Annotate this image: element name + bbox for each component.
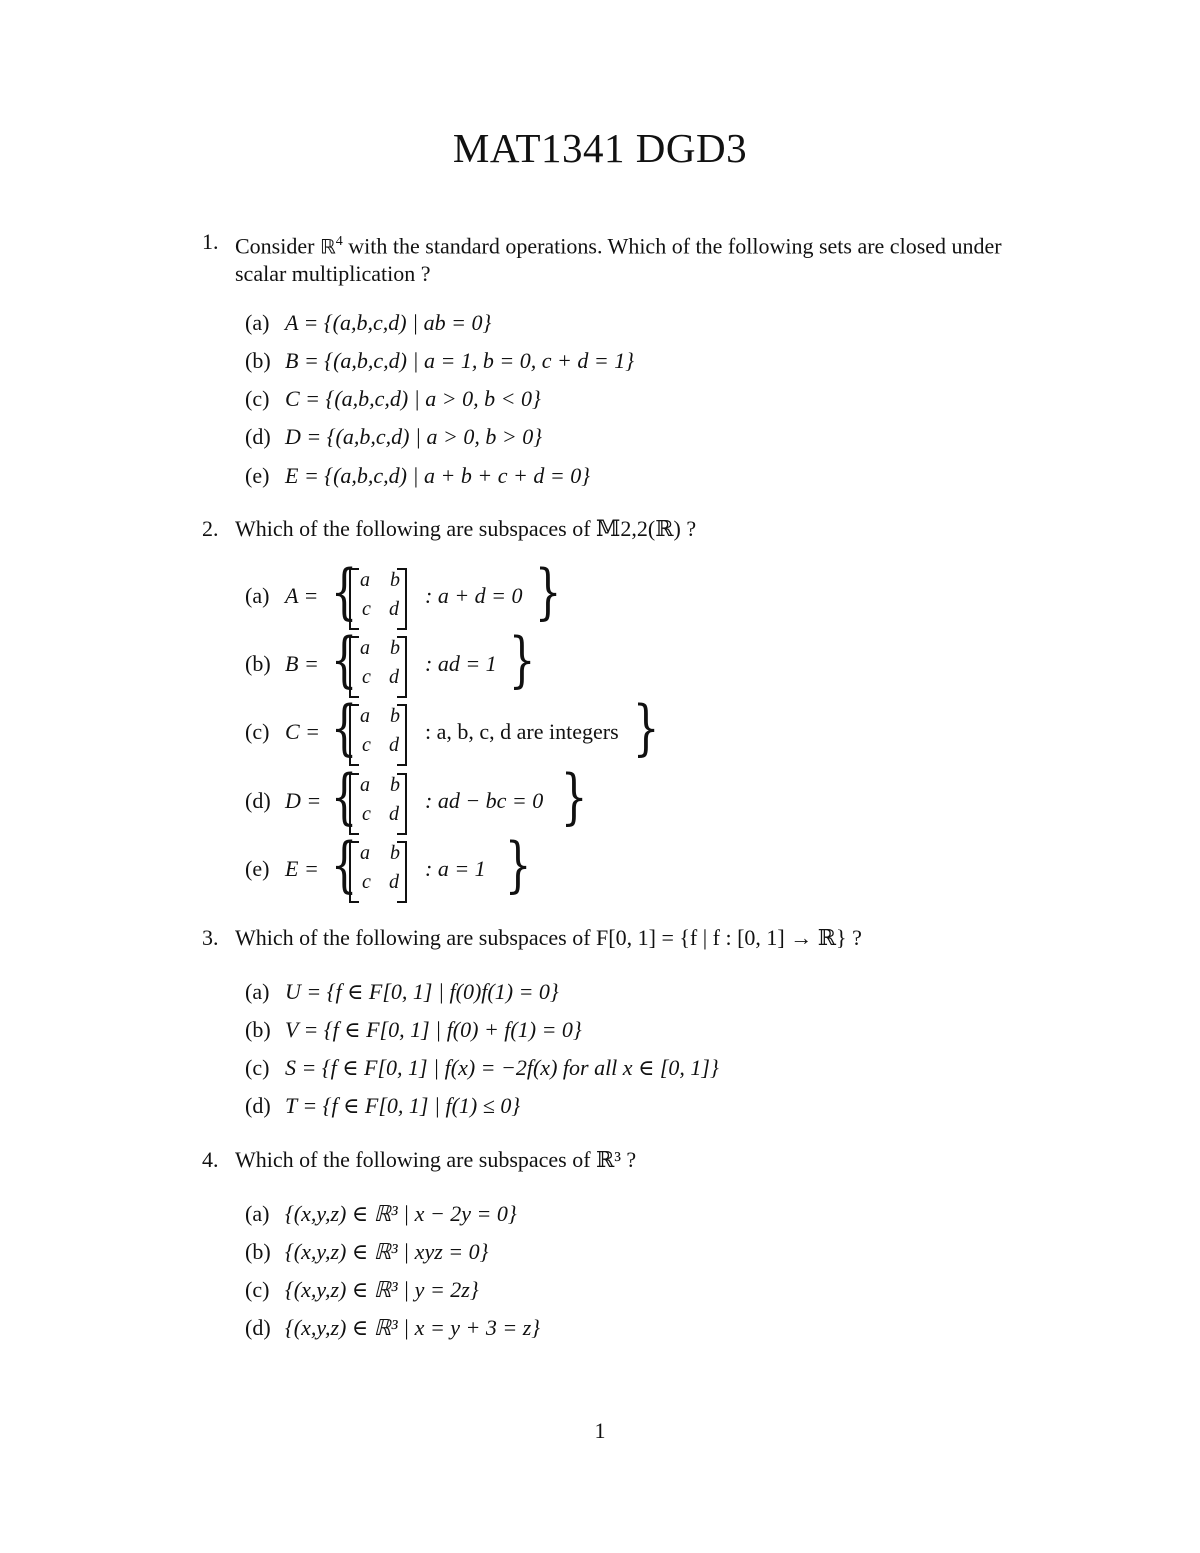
left-bracket — [349, 704, 359, 766]
option-3a: (a) U = {f ∈ F[0, 1] | f(0)f(1) = 0} — [245, 979, 559, 1004]
option-1b: (b) B = {(a,b,c,d) | a = 1, b = 0, c + d = 1} — [245, 348, 634, 373]
question-text: Which of the following are subspaces of ℝ³ ? — [235, 1147, 637, 1172]
option-1d: (d) D = {(a,b,c,d) | a > 0, b > 0} — [245, 424, 542, 449]
left-bracket — [349, 841, 359, 903]
option-4d: (d) {(x,y,z) ∈ ℝ³ | x = y + 3 = z} — [245, 1315, 541, 1340]
option-2c: (c) C = { a b c d : a, b, c, d are integers } — [245, 702, 665, 766]
option-1e: (e) E = {(a,b,c,d) | a + b + c + d = 0} — [245, 463, 590, 488]
question-text: Which of the following are subspaces of 𝕄2,2(ℝ) ? — [235, 516, 697, 541]
option-4c: (c) {(x,y,z) ∈ ℝ³ | y = 2z} — [245, 1277, 479, 1302]
option-2e: (e) E = { a b c d : a = 1 } — [245, 839, 545, 903]
option-3d: (d) T = {f ∈ F[0, 1] | f(1) ≤ 0} — [245, 1093, 521, 1118]
page-title: MAT1341 DGD3 — [452, 125, 748, 171]
option-2a: (a) A = { a b c d : a + d = 0 } — [245, 566, 565, 630]
option-4a: (a) {(x,y,z) ∈ ℝ³ | x − 2y = 0} — [245, 1201, 517, 1226]
question-number: 1. — [202, 229, 219, 254]
option-3b: (b) V = {f ∈ F[0, 1] | f(0) + f(1) = 0} — [245, 1017, 582, 1042]
option-2b: (b) B = { a b c d : ad = 1 } — [245, 634, 545, 698]
question-number: 4. — [202, 1147, 219, 1172]
option-3c: (c) S = {f ∈ F[0, 1] | f(x) = −2f(x) for all x ∈ [0, 1]} — [245, 1055, 719, 1080]
left-bracket — [349, 636, 359, 698]
left-bracket — [349, 568, 359, 630]
question-text: Which of the following are subspaces of F[0, 1] = {f | f : [0, 1] → ℝ} ? — [235, 925, 862, 950]
question-text: Consider ℝ$^4$ with the standard operations. Which of the following sets are closed under scalar multiplication ? — [235, 233, 1002, 287]
page-number: 1 — [594, 1418, 606, 1443]
option-1a: (a) A = {(a,b,c,d) | ab = 0} — [245, 310, 492, 335]
left-bracket — [349, 773, 359, 835]
question-number: 2. — [202, 516, 219, 541]
option-2d: (d) D = { a b c d : ad − bc = 0 } — [245, 771, 585, 835]
option-4b: (b) {(x,y,z) ∈ ℝ³ | xyz = 0} — [245, 1239, 489, 1264]
option-1c: (c) C = {(a,b,c,d) | a > 0, b < 0} — [245, 386, 541, 411]
question-number: 3. — [202, 925, 219, 950]
